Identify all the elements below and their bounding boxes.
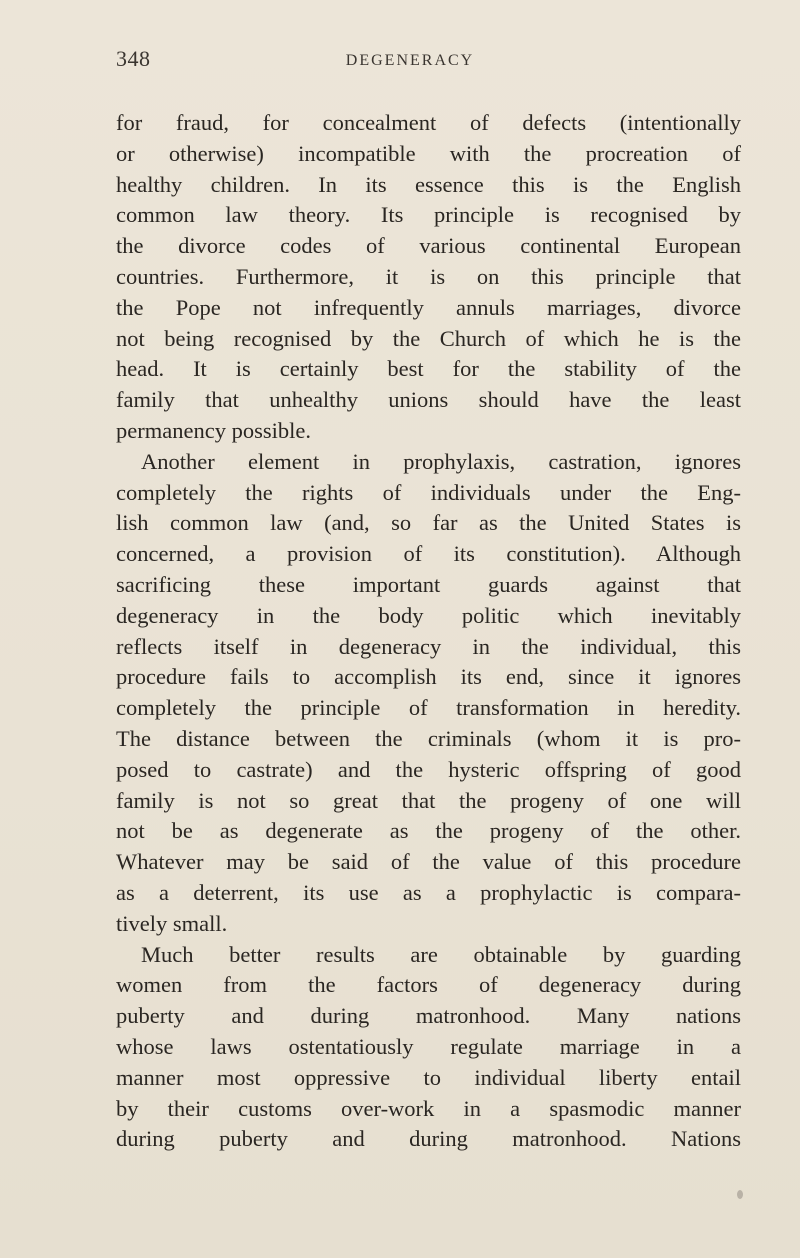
text-line: healthy children. In its essence this is the English — [116, 171, 741, 197]
text-line: tively small. — [116, 910, 228, 936]
text-line: not be as degenerate as the progeny of the other. — [116, 818, 741, 844]
body-text — [116, 108, 741, 1155]
text-line: manner most oppressive to individual liberty entail — [116, 1064, 741, 1090]
text-line: lish common law (and, so far as the United States is — [116, 510, 741, 536]
text-line: posed to castrate) and the hysteric offspring of good — [116, 756, 741, 782]
paragraph-2 — [116, 447, 741, 940]
text-line: not being recognised by the Church of which he is the — [116, 325, 741, 351]
text-line: degeneracy in the body politic which inevitably — [116, 602, 741, 628]
text-line: common law theory. Its principle is recognised by — [116, 202, 741, 228]
text-line: The distance between the criminals (whom it is pro- — [116, 725, 741, 751]
text-line: women from the factors of degeneracy during — [116, 972, 741, 998]
text-line: for fraud, for concealment of defects (intentionally — [116, 110, 741, 135]
text-line: as a deterrent, its use as a prophylactic is compara- — [116, 879, 741, 905]
text-line: Much better results are obtainable by guarding — [141, 941, 741, 967]
paragraph-1 — [116, 108, 741, 447]
text-line: Whatever may be said of the value of this procedure — [116, 849, 741, 875]
text-line: concerned, a provision of its constitution). Although — [116, 541, 741, 567]
page-number: 348 — [116, 46, 151, 71]
text-line: procedure fails to accomplish its end, since it ignores — [116, 664, 741, 690]
text-line: completely the rights of individuals under the Eng- — [116, 479, 741, 505]
text-line: reflects itself in degeneracy in the individual, this — [116, 633, 741, 659]
paper-speck — [737, 1190, 743, 1199]
text-line: whose laws ostentatiously regulate marriage in a — [116, 1033, 741, 1059]
running-head: DEGENERACY — [345, 52, 475, 69]
text-line: family is not so great that the progeny of one will — [116, 787, 741, 813]
text-line: sacrificing these important guards against that — [116, 571, 741, 597]
paragraph-3 — [116, 940, 741, 1156]
text-line: Another element in prophylaxis, castration, ignores — [141, 448, 741, 474]
text-line: during puberty and during matronhood. Nations — [116, 1126, 741, 1152]
text-line: completely the principle of transformation in heredity. — [116, 695, 741, 721]
text-line: family that unhealthy unions should have the least — [116, 387, 741, 413]
text-line: permanency possible. — [116, 417, 311, 443]
text-line: head. It is certainly best for the stability of the — [116, 356, 741, 382]
text-line: the divorce codes of various continental European — [116, 233, 741, 259]
text-line: or otherwise) incompatible with the procreation of — [116, 140, 741, 166]
text-line: puberty and during matronhood. Many nations — [116, 1003, 741, 1029]
text-line: countries. Furthermore, it is on this principle that — [116, 263, 741, 289]
text-line: by their customs over-work in a spasmodic manner — [116, 1095, 741, 1121]
text-line: the Pope not infrequently annuls marriages, divorce — [116, 294, 741, 320]
